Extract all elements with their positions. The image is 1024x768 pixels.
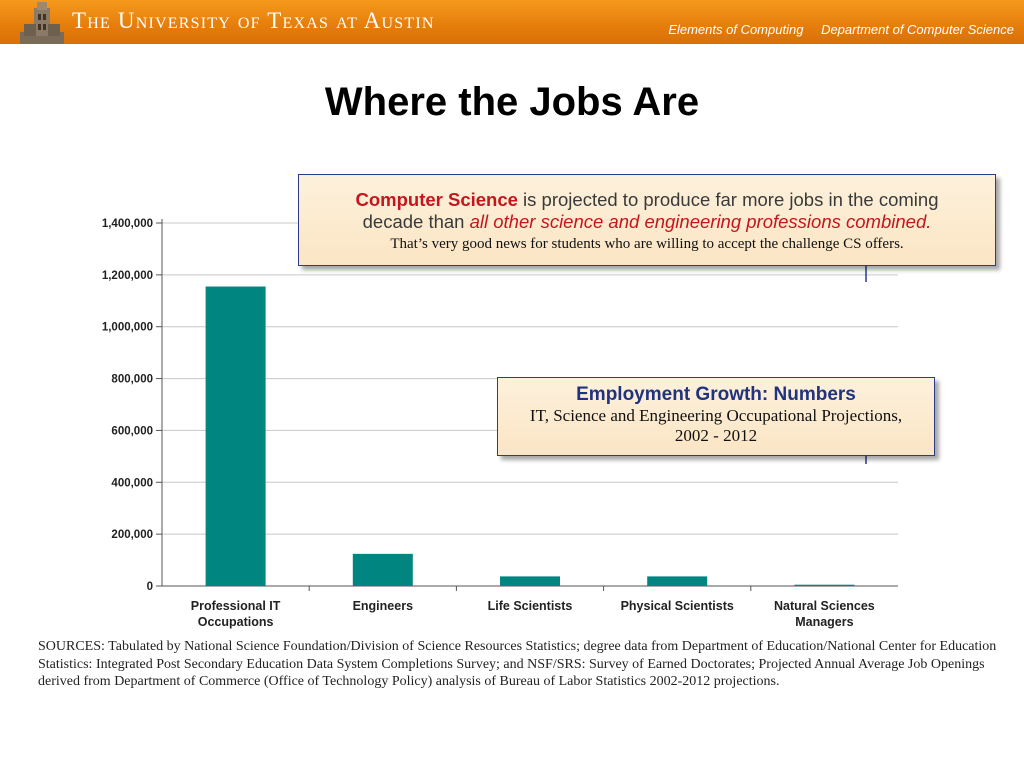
growth-callout (497, 377, 935, 456)
x-category-label-line: Physical Scientists (620, 599, 734, 613)
y-tick-label: 0 (146, 581, 153, 593)
y-tick-label: 1,000,000 (101, 321, 153, 334)
callout-line3: That’s very good news for students who are willing to accept the challenge CS offers. (390, 236, 904, 252)
x-category-label (353, 599, 413, 613)
x-category-label (191, 599, 281, 629)
y-tick-label: 400,000 (111, 477, 153, 490)
x-category-label-line: Professional IT (190, 599, 281, 613)
cs-callout (298, 174, 996, 266)
y-tick-label: 1,400,000 (101, 218, 153, 230)
x-category-label-line: Engineers (352, 599, 414, 613)
slide-title: Where the Jobs Are (324, 80, 700, 124)
bar (206, 287, 266, 586)
x-category-label-line: Occupations (197, 615, 274, 629)
x-category-label-line: Natural Sciences (774, 599, 875, 613)
callout-cs-bold: Computer Science (355, 189, 518, 210)
y-tick-label: 800,000 (111, 373, 153, 386)
bar (647, 576, 707, 586)
course-name: Elements of Computing (668, 22, 804, 37)
university-name: The University of Texas at Austin (72, 8, 435, 33)
x-category-label (488, 599, 573, 613)
x-category-label (774, 599, 875, 629)
x-category-label-line: Life Scientists (487, 599, 573, 613)
growth-subtitle-1: IT, Science and Engineering Occupational Projections, (529, 406, 903, 425)
callout-line2: decade than (362, 211, 470, 232)
y-tick-label: 1,200,000 (101, 269, 153, 282)
sources-note: SOURCES: Tabulated by National Science Foundation/Division of Science Resources Statistics; degree data from Department of Education/National Center for Education Statistics: Integrated Post Secondary Education Data System Completions Survey; and NSF/SRS: Survey of Earned Doctorates; Projected Annual Average Job Openings derived from Department of Commerce (Office of Technology Policy) analysis of Bureau of Labor Statistics 2002-2012 projections. (38, 639, 997, 689)
bar (794, 585, 854, 586)
department-name: Department of Computer Science (821, 22, 1014, 37)
growth-heading: Employment Growth: Numbers (576, 384, 856, 405)
y-tick-label: 600,000 (111, 425, 153, 438)
callout-line2-italic: all other science and engineering professions combined. (469, 211, 932, 232)
bar (353, 554, 413, 586)
x-category-label (621, 599, 734, 613)
growth-subtitle-2: 2002 - 2012 (674, 426, 758, 445)
y-tick-label: 200,000 (111, 529, 153, 542)
x-category-label-line: Managers (795, 615, 854, 629)
bar (500, 576, 560, 586)
callout-line1: is projected to produce far more jobs in the coming (517, 189, 939, 210)
